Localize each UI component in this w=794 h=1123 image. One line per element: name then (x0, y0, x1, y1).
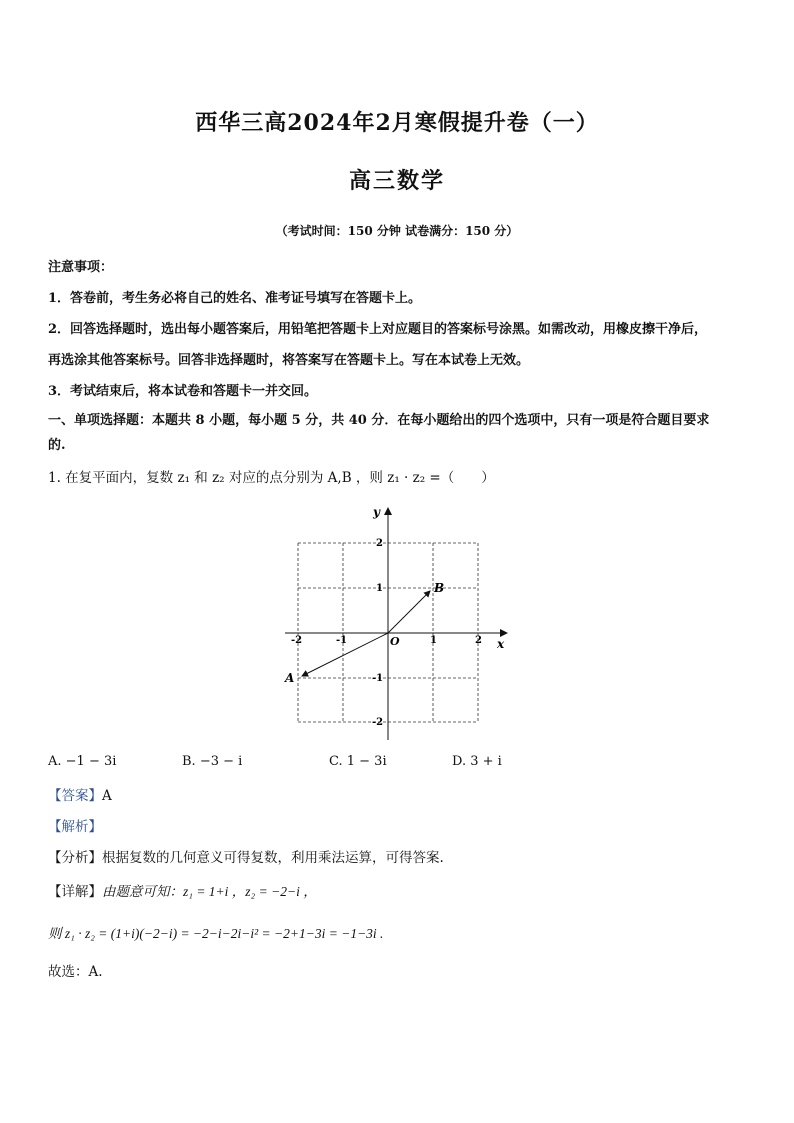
exam-info: （考试时间：150 分钟 试卷满分：150 分） (275, 224, 519, 238)
x-axis-label: x (497, 637, 505, 651)
conclusion: 故选：A. (48, 964, 103, 980)
y-tick-label: 1 (376, 583, 383, 594)
notice-item: 3．考试结束后，将本试卷和答题卡一并交回。 (48, 384, 318, 399)
answer-value: A (102, 788, 112, 804)
y-tick-label: 2 (376, 538, 383, 549)
page-subtitle: 高三数学 (348, 168, 445, 194)
analysis-label: 【解析】 (48, 819, 102, 835)
notice-item: 2．回答选择题时，选出每小题答案后，用铅笔把答题卡上对应题目的答案标号涂黑。如需改动，用橡皮擦干净后， (48, 322, 708, 337)
x-tick-label: 2 (475, 635, 482, 646)
x-tick-label: 1 (430, 635, 437, 646)
vector-ob (388, 591, 430, 633)
option-b: B. −3 − i (182, 754, 243, 769)
option-c: C. 1 − 3i (329, 754, 387, 769)
y-axis-label: y (373, 505, 380, 519)
detail-label: 【详解】 (48, 884, 102, 900)
detail-line (48, 880, 317, 900)
notice-item: 再选涂其他答案标号。回答非选择题时，将答案写在答题卡上。写在本试卷上无效。 (48, 353, 530, 368)
y-tick-label: -1 (372, 673, 384, 684)
option-a: A. −1 − 3i (48, 754, 117, 769)
origin-label: O (390, 635, 400, 648)
section-heading: 一、单项选择题：本题共 8 小题，每小题 5 分，共 40 分．在每小题给出的四个选项中，只有一项是符合题目要求 (48, 413, 710, 428)
option-d: D. 3 + i (452, 754, 502, 769)
detail-text: 由题意可知：z₁ = 1+i ，z₂ = −2−i ， (102, 884, 317, 899)
point-a-label: A (285, 671, 295, 685)
answer-label: 【答案】 (48, 788, 102, 804)
notice-item: 1．答卷前，考生务必将自己的姓名、准考证号填写在答题卡上。 (48, 291, 422, 306)
fenxi-label: 【分析】 (48, 850, 102, 866)
answer-line (48, 784, 112, 804)
y-tick-label: -2 (372, 717, 384, 728)
complex-plane-figure (275, 500, 515, 745)
fenxi-line (48, 846, 444, 866)
x-tick-label: -1 (336, 635, 348, 646)
fenxi-text: 根据复数的几何意义可得复数，利用乘法运算，可得答案. (102, 850, 444, 866)
question-text: 1. 在复平面内，复数 z₁ 和 z₂ 对应的点分别为 A,B ，则 z₁ · z₂ =（ ） (48, 470, 495, 486)
calculation: 则 z₁ · z₂ = (1+i)(−2−i) = −2−i−2i−i² = −2+1−3i = −1−3i . (48, 926, 384, 941)
notice-heading: 注意事项： (48, 260, 114, 275)
page-title: 西华三高2024年2月寒假提升卷（一） (195, 110, 599, 136)
x-tick-label: -2 (291, 635, 303, 646)
section-heading-cont: 的. (48, 438, 66, 453)
point-b-label: B (434, 581, 445, 595)
